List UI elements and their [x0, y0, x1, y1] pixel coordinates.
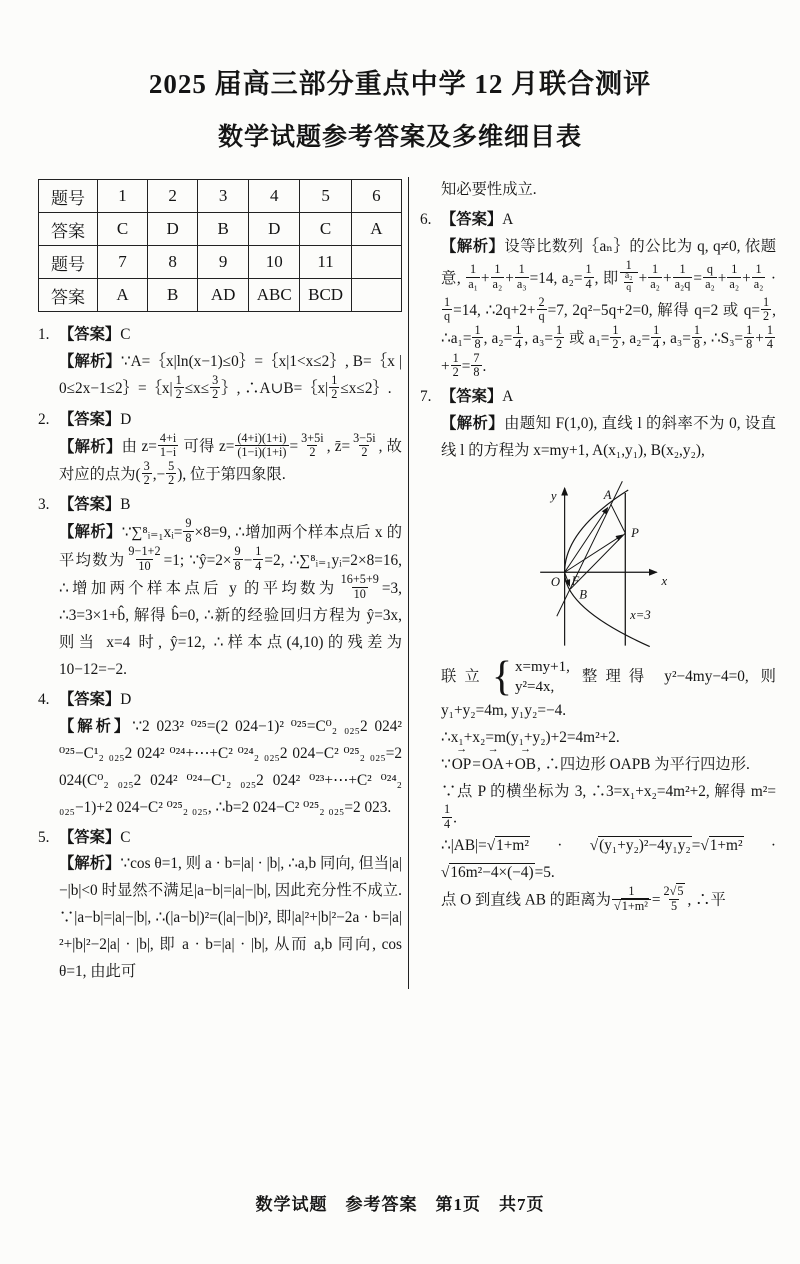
table-cell: D: [148, 213, 198, 246]
page-title: 2025 届高三部分重点中学 12 月联合测评: [148, 69, 652, 99]
question-number: 1.: [38, 326, 50, 343]
question-number: 4.: [38, 690, 50, 708]
table-cell: 答案: [39, 213, 98, 246]
table-cell: 7: [97, 246, 147, 279]
answer-tag: 【答案】: [59, 496, 121, 514]
table-cell: C: [97, 213, 147, 246]
question-3: [38, 492, 402, 683]
table-row: [39, 279, 402, 312]
table-cell: 1: [97, 180, 147, 213]
table-row: [39, 213, 402, 246]
question-5-continuation: [420, 177, 776, 204]
solution-text: 点 O 到直线 AB 的距离为 $\frac{1}{\text{√1+m²}}$ = $\frac{2√5}{5}$ , ∴平: [441, 884, 726, 913]
table-cell: 11: [300, 246, 351, 279]
solution-math: ∵∑⁸ᵢ₌₁xᵢ= $\frac{9}{8}$ ×8=9, ∴增加两个样本点后 x 的平均数为 $\frac{9-1+2}{10}$ =1; ∵ŷ=2× $\frac{9}{8}$ − $\frac{1}{4}$ =2, ∴∑⁸ᵢ₌₁yᵢ=2×8=16, ∴增加两个样本点后 y 的平均数为 $\frac{16+5+9}{10}$ =3, ∴3=3×1+b̂, 解得 b̂=0, ∴新的经验回归方程为 ŷ=3x, 则当 x=4 时, ŷ=12, ∴样本点(4,10)的残差为 10−12=−2.: [59, 516, 402, 678]
label-point-A: A: [603, 488, 612, 503]
answer-value: A: [502, 388, 514, 406]
table-cell: 题号: [39, 246, 98, 279]
label-point-F: F: [571, 574, 580, 589]
answer-line: [59, 322, 402, 349]
table-cell: 答案: [39, 279, 98, 312]
label-vline: x=3: [630, 608, 651, 623]
solution-text: [59, 349, 402, 404]
question-5: [38, 825, 402, 987]
joint-prefix: 联立: [441, 668, 488, 685]
answer-tag: 【答案】: [59, 326, 121, 343]
explain-tag: 【解析】: [59, 438, 122, 456]
table-cell: ABC: [249, 279, 300, 312]
two-column-content: [0, 177, 800, 989]
question-2: [38, 407, 402, 490]
answer-value: C: [120, 828, 131, 846]
explain-tag: 【解析】: [59, 523, 122, 541]
solution-math: 整理得 y²−4my−4=0, 则 y₁+y₂=4m, y₁y₂=−4.: [441, 668, 776, 719]
label-x-axis: x: [661, 574, 668, 589]
table-cell: D: [249, 213, 300, 246]
answer-line: [59, 492, 402, 519]
solution-text: [59, 430, 402, 490]
solution-text: [441, 411, 776, 465]
table-cell: 10: [249, 246, 300, 279]
question-7: [420, 384, 776, 915]
table-cell: BCD: [300, 279, 351, 312]
answer-tag: 【答案】: [441, 388, 503, 406]
table-cell: A: [351, 213, 401, 246]
table-cell: 题号: [39, 180, 98, 213]
question-number: 6.: [420, 210, 432, 228]
solution-text: ∴|AB|=√1+m² · √(y₁+y₂)²−4y₁y₂=√1+m² · √16m²−4×(−4)=5.: [441, 837, 776, 882]
explain-tag: 【解析】: [441, 237, 505, 255]
solution-text: [59, 851, 402, 986]
solution-math: ∵cos θ=1, 则 a · b=|a| · |b|, ∴a,b 同向, 但当|a|−|b|<0 时显然不满足|a−b|=|a|−|b|, 因此充分性不成立. ∵|a−b|=|a|−|b|, ∴(|a−b|)²=(|a|−|b|)², 即|a|²+|b|²−2a · b=|a|²+|b|²−2|a| · |b|, 即 a · b=|a| · |b|, 从而 a,b 同向, cos θ=1, 由此可: [59, 855, 402, 981]
question-1: [38, 322, 402, 404]
segment-AP: [611, 504, 626, 533]
table-cell: 9: [198, 246, 249, 279]
solution-math: ∵2 023² ⁰²⁵=(2 024−1)² ⁰²⁵=C⁰₂ ₀₂₅2 024² ⁰²⁵−C¹₂ ₀₂₅2 024² ⁰²⁴+⋯+C² ⁰²⁴₂ ₀₂₅2 024−C² ⁰²⁵₂ ₀₂₅=2 024(C⁰₂ ₀₂₅2 024² ⁰²⁴−C¹₂ ₀₂₅2 024² ⁰²³+⋯+C² ⁰²⁴₂ ₀₂₅−1)+2 024−C² ⁰²⁵₂ ₀₂₅, ∴b=2 024−C² ⁰²⁵₂ ₀₂₅=2 023.: [59, 717, 402, 816]
table-cell: 6: [351, 180, 401, 213]
label-point-O: O: [550, 575, 561, 590]
answer-line: [441, 207, 776, 234]
question-number: 5.: [38, 828, 50, 846]
answer-tag: 【答案】: [59, 410, 121, 428]
page-footer: 数学试题 参考答案 第1页 共7页: [255, 1195, 545, 1214]
answer-value: D: [120, 410, 132, 428]
table-cell: 5: [300, 180, 351, 213]
solution-text: [59, 516, 402, 683]
answer-table: [38, 179, 402, 312]
table-cell: [351, 279, 401, 312]
explain-tag: 【解析】: [59, 352, 121, 370]
answer-value: D: [120, 690, 132, 708]
solution-text: [441, 653, 776, 724]
label-point-P: P: [631, 526, 639, 541]
equation-system: [491, 653, 570, 700]
table-cell: [351, 246, 401, 279]
parabola-figure: [503, 469, 776, 651]
answer-line: [59, 687, 402, 714]
answer-tag: 【答案】: [441, 210, 503, 228]
page-subtitle: 数学试题参考答案及多维细目表: [217, 124, 582, 151]
table-cell: B: [198, 213, 249, 246]
label-y-axis: y: [550, 489, 557, 504]
table-cell: 3: [198, 180, 249, 213]
answer-line: [59, 825, 402, 852]
parabola-upper-branch: [565, 490, 629, 572]
solution-math: 由题知 F(1,0), 直线 l 的斜率不为 0, 设直线 l 的方程为 x=my+1, A(x₁,y₁), B(x₂,y₂),: [441, 415, 776, 460]
vector-OA: [565, 508, 608, 573]
table-cell: 2: [148, 180, 198, 213]
question-number: 7.: [420, 388, 432, 406]
left-column: [38, 177, 402, 989]
solution-text: [441, 234, 776, 382]
solution-text: [59, 714, 402, 822]
table-cell: B: [148, 279, 198, 312]
table-cell: A: [97, 279, 147, 312]
solution-text: 知必要性成立.: [441, 181, 537, 198]
answer-line: [441, 384, 776, 411]
question-4: [38, 687, 402, 822]
solution-math: 设等比数列｛aₙ｝的公比为 q, q≠0, 依题意, $\frac{1}{\text{a₁}}$ + $\frac{1}{\text{a₂}}$ + $\frac{1}{\text{a₃}}$ =14, a₂= $\frac{1}{4}$ , 即 $\frac{1}{\frac{\text{a₂}}{q}}$ + $\frac{1}{\text{a₂}}$ + $\frac{1}{\text{a₂q}}$ = $\frac{q}{\text{a₂}}$ + $\frac{1}{\text{a₂}}$ + $\frac{1}{\text{a₂}}$ · $\frac{1}{q}$ =14, ∴2q+2+ $\frac{2}{q}$ =7, 2q²−5q+2=0, 解得 q=2 或 q= $\frac{1}{2}$ , ∴a₁= $\frac{1}{8}$ , a₂= $\frac{1}{4}$ , a₃= $\frac{1}{2}$ 或 a₁= $\frac{1}{2}$ , a₂= $\frac{1}{4}$ , a₃= $\frac{1}{8}$ , ∴S₃= $\frac{1}{8}$ + $\frac{1}{4}$ + $\frac{1}{2}$ = $\frac{7}{8}$ .: [441, 237, 776, 380]
table-cell: C: [300, 213, 351, 246]
table-cell: 8: [148, 246, 198, 279]
answer-value: C: [120, 326, 131, 343]
explain-tag: 【解析】: [59, 717, 133, 735]
table-cell: AD: [198, 279, 249, 312]
answer-value: A: [502, 210, 514, 228]
explain-tag: 【解析】: [59, 855, 121, 873]
question-number: 3.: [38, 496, 50, 514]
chord-line: [557, 481, 623, 616]
answer-tag: 【答案】: [59, 828, 121, 846]
question-number: 2.: [38, 410, 50, 428]
table-row: [39, 180, 402, 213]
solution-text: ∴x₁+x₂=m(y₁+y₂)+2=4m²+2.: [441, 728, 620, 746]
table-row: [39, 246, 402, 279]
solution-text: ∵点 P 的横坐标为 3, ∴3=x₁+x₂=4m²+2, 解得 m²= $\frac{1}{4}$ .: [441, 782, 776, 831]
system-brace: {: [491, 653, 513, 700]
solution-math: ∵A=｛x|ln(x−1)≤0｝=｛x|1<x≤2｝, B=｛x | 0≤2x−1≤2｝=｛x| $\frac{1}{2}$ ≤x≤ $\frac{3}{2}$ ｝, ∴A∪B=｛x| $\frac{1}{2}$ ≤x≤2｝.: [59, 352, 402, 402]
system-rows: [515, 657, 570, 698]
answer-tag: 【答案】: [59, 690, 121, 708]
question-6: [420, 207, 776, 382]
system-row: y²=4x,: [515, 679, 555, 696]
table-cell: 4: [249, 180, 300, 213]
parabola-figure-svg: [503, 469, 728, 651]
answer-line: [59, 407, 402, 434]
solution-math: 由 z= $\frac{4+i}{1-i}$ 可得 z= $\frac{(4+i)(1+i)}{(1-i)(1+i)}$ = $\frac{3+5i}{2}$ , z̄= $\frac{3-5i}{2}$ , 故对应的点为( $\frac{3}{2}$ ,− $\frac{5}{2}$ ), 位于第四象限.: [59, 430, 402, 488]
solution-text: ∵OP →=OA →+OB →, ∴四边形 OAPB 为平行四边形.: [441, 752, 776, 779]
explain-tag: 【解析】: [441, 415, 505, 433]
system-row: x=my+1,: [515, 659, 570, 676]
label-point-B: B: [579, 587, 588, 602]
answer-value: B: [120, 496, 131, 514]
right-column: [408, 177, 776, 989]
